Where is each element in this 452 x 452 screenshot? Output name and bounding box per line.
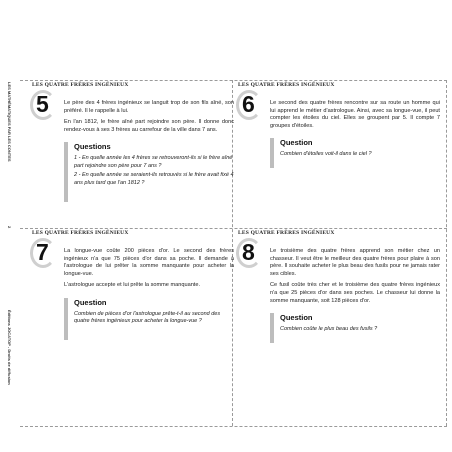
card-title: LES QUATRE FRÈRES INGÉNIEUX (32, 82, 129, 88)
card-number-badge (236, 90, 262, 120)
card-body (270, 248, 440, 336)
card-paragraph: Ce fusil coûte très cher et le troisième des quatre frères ingénieux n'a que 25 pièces d'or dans ses poches. Le chasseur lui donne la somme manquante, soit 128 pièces d'or. (270, 282, 440, 304)
card-title: LES QUATRE FRÈRES INGÉNIEUX (238, 82, 335, 88)
question-title: Questions (74, 142, 111, 152)
card-number: 8 (242, 239, 255, 265)
card-number-badge (30, 90, 56, 120)
cut-line-bottom (20, 426, 447, 427)
card-title: LES QUATRE FRÈRES INGÉNIEUX (32, 230, 129, 236)
card-body (270, 100, 440, 161)
question-bar (64, 298, 68, 340)
cut-line-right (446, 80, 447, 426)
card-paragraph: Le père des 4 frères ingénieux se languit trop de son fils aîné, son préféré. Il le rappelle à lui. (64, 100, 234, 114)
question-title: Question (280, 138, 313, 148)
question-block (270, 313, 440, 333)
side-title: LES MATHÉMATIQUES PAR LES CONTES (7, 82, 12, 162)
question-title: Question (280, 313, 313, 323)
card-paragraph: L'astrologue accepte et lui prête la somme manquante. (64, 282, 201, 289)
question-block (64, 142, 234, 187)
card-number: 6 (242, 91, 255, 117)
card-title: LES QUATRE FRÈRES INGÉNIEUX (238, 230, 335, 236)
side-publisher: Éditions JOCATOP - Droits de diffusion (7, 310, 12, 385)
card-body (64, 248, 234, 328)
cut-line-middle (20, 228, 447, 229)
card-paragraph: Le troisième des quatre frères apprend son métier chez un chasseur. Il veut être le meilleur des quatre frères pour plaire à son père. Il souhaite acheter le plus beau des fusils pour ne jamais rater ses cibles. (270, 248, 440, 277)
question-item: Combien de pièces d'or l'astrologue prête-t-il au second des quatre frères ingénieux pour acheter la longue-vue ? (74, 310, 221, 325)
card-paragraph: En l'an 1812, le frère aîné part rejoindre son père. Il donne donc rendez-vous à ses 3 frères au carrefour de la ville dans 7 ans. (64, 119, 234, 133)
card-number-badge (236, 238, 262, 268)
question-bar (270, 313, 274, 343)
card-number: 5 (36, 91, 49, 117)
question-bar (64, 142, 68, 202)
card-paragraph: Le second des quatre frères rencontre sur sa route un homme qui lui apprend le métier d'astrologue. Ainsi, avec sa longue-vue, il peut compter les étoiles du ciel. Elles se groupent par 5. Il compte 7 groupes d'étoiles. (270, 100, 440, 129)
card-number-badge (30, 238, 56, 268)
cut-line-top (20, 80, 447, 81)
question-title: Question (74, 297, 107, 307)
side-margin (3, 80, 13, 390)
question-item: 2 - En quelle année se seraient-ils retrouvés si le frère avait fixé 4 ans plus tard que l'an 1812 ? (74, 172, 234, 186)
card-number: 7 (36, 239, 49, 265)
question-item: Combien coûte le plus beau des fusils ? (280, 326, 378, 333)
question-item: 1 - En quelle année les 4 frères se retrouveront-ils si le frère aîné part rejoindre son père pour 7 ans ? (74, 155, 233, 169)
question-block (270, 138, 440, 158)
question-bar (270, 138, 274, 168)
card-body (64, 100, 234, 189)
question-block (64, 298, 234, 326)
question-item: Combien d'étoiles voit-il dans le ciel ? (280, 151, 372, 158)
page-number: 2 (7, 226, 12, 229)
card-paragraph: La longue-vue coûte 200 pièces d'or. Le second des frères ingénieux n'a que 75 pièces d'or dans sa poche. Il demande à l'astrologue de lui prêter la somme manquante pour acheter la longue-vue. (64, 248, 234, 277)
